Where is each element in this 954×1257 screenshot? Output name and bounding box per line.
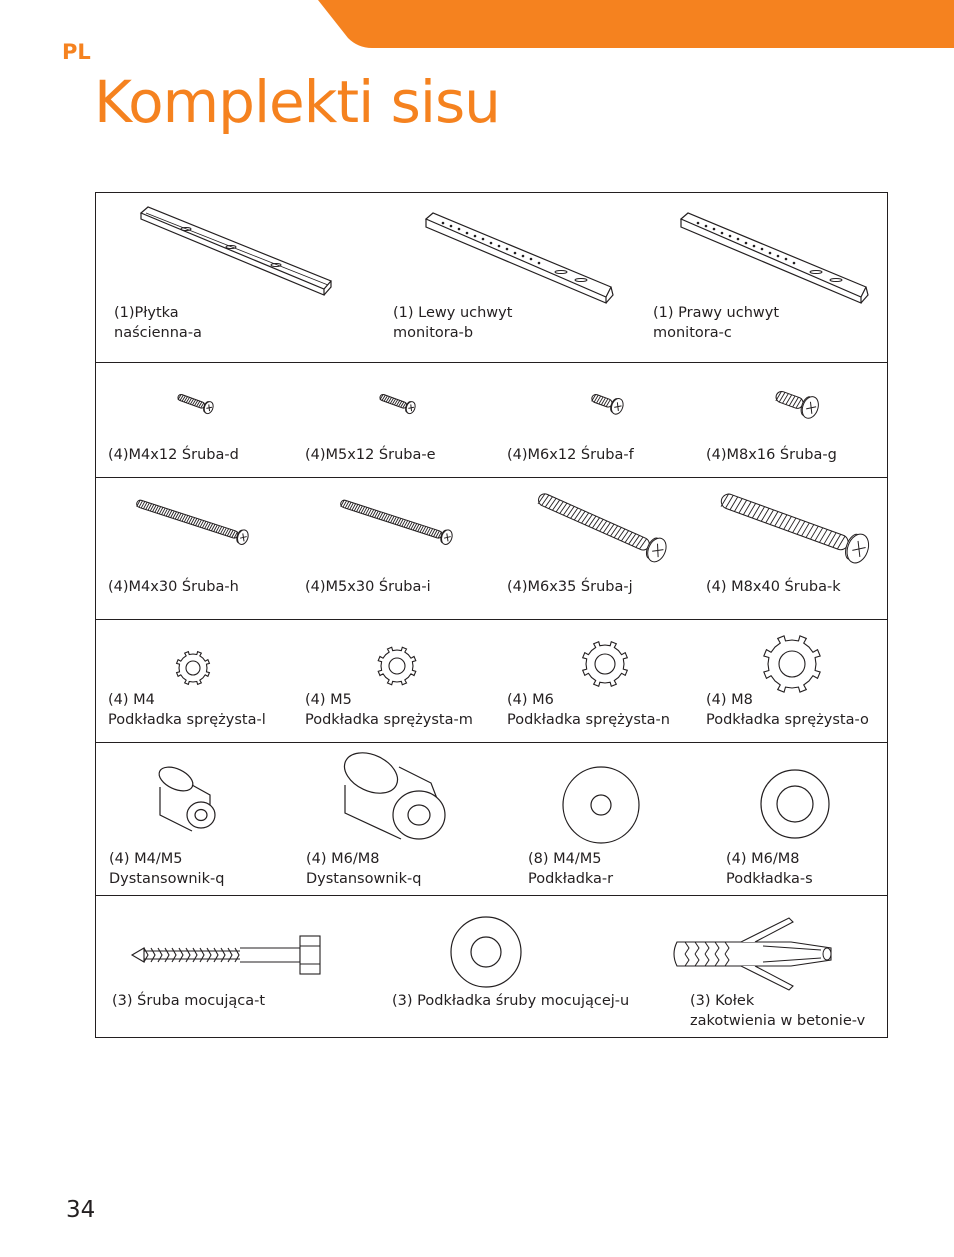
left-bracket-icon <box>421 211 621 311</box>
part-label: (3) Śruba mocująca-t <box>112 993 266 1009</box>
part-label: (4) M8 Podkładka sprężysta-o <box>706 692 869 728</box>
screw-icon <box>332 496 462 546</box>
language-code: PL <box>62 40 91 64</box>
part-label: (4)M6x35 Śruba-j <box>507 579 633 595</box>
flat-washer-icon <box>758 767 832 841</box>
part-label: (8) M4/M5 Podkładka-r <box>528 851 614 887</box>
parts-row <box>96 743 887 896</box>
header-tab <box>0 0 954 48</box>
part-label: (4) M5 Podkładka sprężysta-m <box>305 692 473 728</box>
lock-washer-icon <box>760 632 824 696</box>
part-label: (1) Prawy uchwyt monitora-c <box>653 305 780 341</box>
lock-washer-icon <box>375 644 419 688</box>
lock-washer-icon <box>173 648 213 688</box>
screw-icon <box>758 375 838 431</box>
part-label: (4)M5x12 Śruba-e <box>305 447 436 463</box>
part-label: (3) Kołek zakotwienia w betonie-v <box>690 993 866 1029</box>
screw-icon <box>166 383 226 423</box>
parts-row <box>96 478 887 620</box>
part-label: (4) M6/M8 Podkładka-s <box>726 851 813 887</box>
part-label: (4)M5x30 Śruba-i <box>305 579 431 595</box>
parts-table <box>95 192 888 1038</box>
lock-washer-icon <box>580 639 630 689</box>
page-number: 34 <box>66 1197 96 1223</box>
part-label: (1) Lewy uchwyt monitora-b <box>393 305 513 341</box>
part-label: (1)Płytka naścienna-a <box>114 305 202 341</box>
part-label: (4) M4/M5 Dystansownik-q <box>109 851 225 887</box>
screw-icon <box>711 486 881 566</box>
flat-washer-icon <box>561 765 641 845</box>
lag-washer-icon <box>448 914 524 990</box>
wall-plate-icon <box>136 203 336 303</box>
part-label: (4)M4x30 Śruba-h <box>108 579 239 595</box>
part-label: (4)M6x12 Śruba-f <box>507 447 634 463</box>
screw-icon <box>368 383 428 423</box>
screw-icon <box>528 486 678 566</box>
parts-row <box>96 363 887 478</box>
spacer-icon <box>156 765 228 835</box>
part-label: (4) M6/M8 Dystansownik-q <box>306 851 422 887</box>
parts-row <box>96 620 887 743</box>
parts-row <box>96 193 887 363</box>
part-label: (4)M8x16 Śruba-g <box>706 447 837 463</box>
part-label: (4) M4 Podkładka sprężysta-l <box>108 692 266 728</box>
lag-bolt-icon <box>130 930 330 980</box>
spacer-icon <box>341 751 451 843</box>
screw-icon <box>578 381 638 425</box>
parts-row <box>96 896 887 1039</box>
part-label: (4) M6 Podkładka sprężysta-n <box>507 692 670 728</box>
part-label: (4) M8x40 Śruba-k <box>706 579 841 595</box>
part-label: (4)M4x12 Śruba-d <box>108 447 239 463</box>
part-label: (3) Podkładka śruby mocującej-u <box>392 993 630 1009</box>
page-title: Komplekti sisu <box>94 68 500 136</box>
screw-icon <box>128 496 258 546</box>
concrete-anchor-icon <box>671 912 836 992</box>
right-bracket-icon <box>676 211 876 311</box>
